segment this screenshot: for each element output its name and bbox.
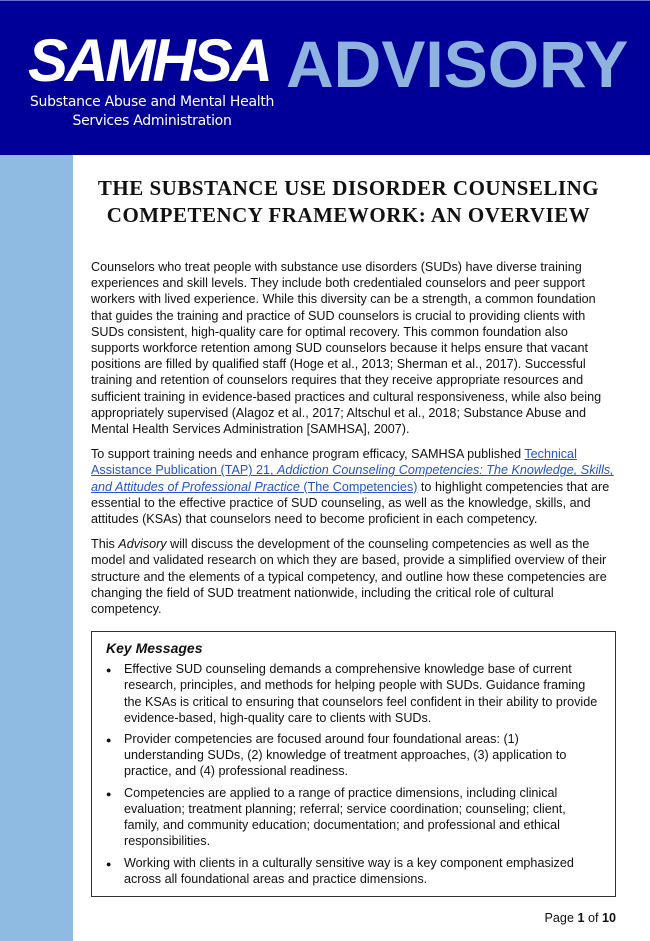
title-line1: THE SUBSTANCE USE DISORDER COUNSELING [97, 176, 600, 200]
advisory-title: ADVISORY [286, 27, 629, 101]
text: This [91, 537, 119, 552]
page-title [81, 175, 616, 229]
text: To support training needs and enhance program efficacy, SAMHSA published [91, 447, 525, 462]
link-italic-text: Addiction Counseling Competencies: The Knowledge, Skills, and Attitudes of Professional Practice [91, 463, 614, 494]
main-content [73, 155, 650, 941]
tap-paragraph [91, 446, 616, 527]
key-messages-box [91, 631, 616, 897]
list-item: ● Provider competencies are focused around four foundational areas: (1) understanding SUDs, (2) knowledge of treatment approaches, (3) application to practice, and (4) professional readiness. [106, 731, 601, 780]
page-number [91, 911, 616, 925]
text-italic: Advisory [118, 537, 167, 552]
key-messages-list [106, 661, 601, 887]
masthead [28, 29, 650, 131]
total-pages: 10 [601, 910, 616, 925]
list-item: ● Working with clients in a culturally sensitive way is a key component emphasized across all foundational areas and practice dimensions. [106, 855, 601, 887]
title-line2: COMPETENCY FRAMEWORK: AN OVERVIEW [106, 203, 591, 227]
text: Page [544, 910, 578, 925]
page-body [0, 155, 650, 941]
list-item: ● Effective SUD counseling demands a comprehensive knowledge base of current research, principles, and methods for helping people with SUDs. Guidance framing the KSAs is critical to ensuring that counselors feel confident in their ability to provide evidence-based, high-quality care to clients with SUDs. [106, 661, 601, 726]
text: to highlight competencies that are essential to the effective practice of SUD counseling, as well as the knowledge, skills, and attitudes (KSAs) that counselors need to become proficient in each competency. [91, 479, 610, 527]
header-banner [0, 0, 650, 155]
org-name [30, 93, 274, 131]
text: will discuss the development of the counseling competencies as well as the model and validated research on which they are based, provide a simplified overview of their structure and the elements of a typical competency, and outline how these competencies are changing the field of SUD treatment nationwide, including the critical role of cultural competency. [91, 537, 607, 617]
list-item: ● Competencies are applied to a range of practice dimensions, including clinical evaluation; treatment planning; referral; service coordination; counseling; client, family, and community education; documentation; and professional and ethical responsibilities. [106, 785, 601, 850]
samhsa-logo: SAMHSA [28, 27, 271, 94]
logo-block [28, 29, 276, 131]
intro-paragraph: Counselors who treat people with substance use disorders (SUDs) have diverse training experiences and skill levels. They include both credentialed counselors and peer support workers with lived experience. While this diversity can be a strength, a common foundation that guides the training and practice of SUD counselors is crucial to providing clients with SUDs consistent, high-quality care for optimal recovery. This common foundation also supports workforce retention among SUD counselors because it helps ensure that vacant positions are filled by qualified staff (Hoge et al., 2013; Sherman et al., 2017). Successful training and retention of counselors requires that they receive appropriate resources and sufficient training in evidence-based practices and cultural responsiveness, while also being appropriately supervised (Alagoz et al., 2017; Altschul et al., 2018; Substance Abuse and Mental Health Services Administration [SAMHSA], 2007). [91, 260, 602, 437]
link-text: (The Competencies) [299, 479, 418, 494]
sidebar-stripe [0, 155, 73, 941]
current-page: 1 [577, 910, 585, 925]
text: of [584, 910, 602, 925]
advisory-paragraph [91, 536, 616, 617]
link-text: Technical Assistance Publication (TAP) 21, [91, 447, 577, 478]
org-line1: Substance Abuse and Mental Health [29, 94, 275, 110]
org-line2: Services Administration [72, 113, 232, 129]
key-messages-heading: Key Messages [106, 640, 203, 657]
